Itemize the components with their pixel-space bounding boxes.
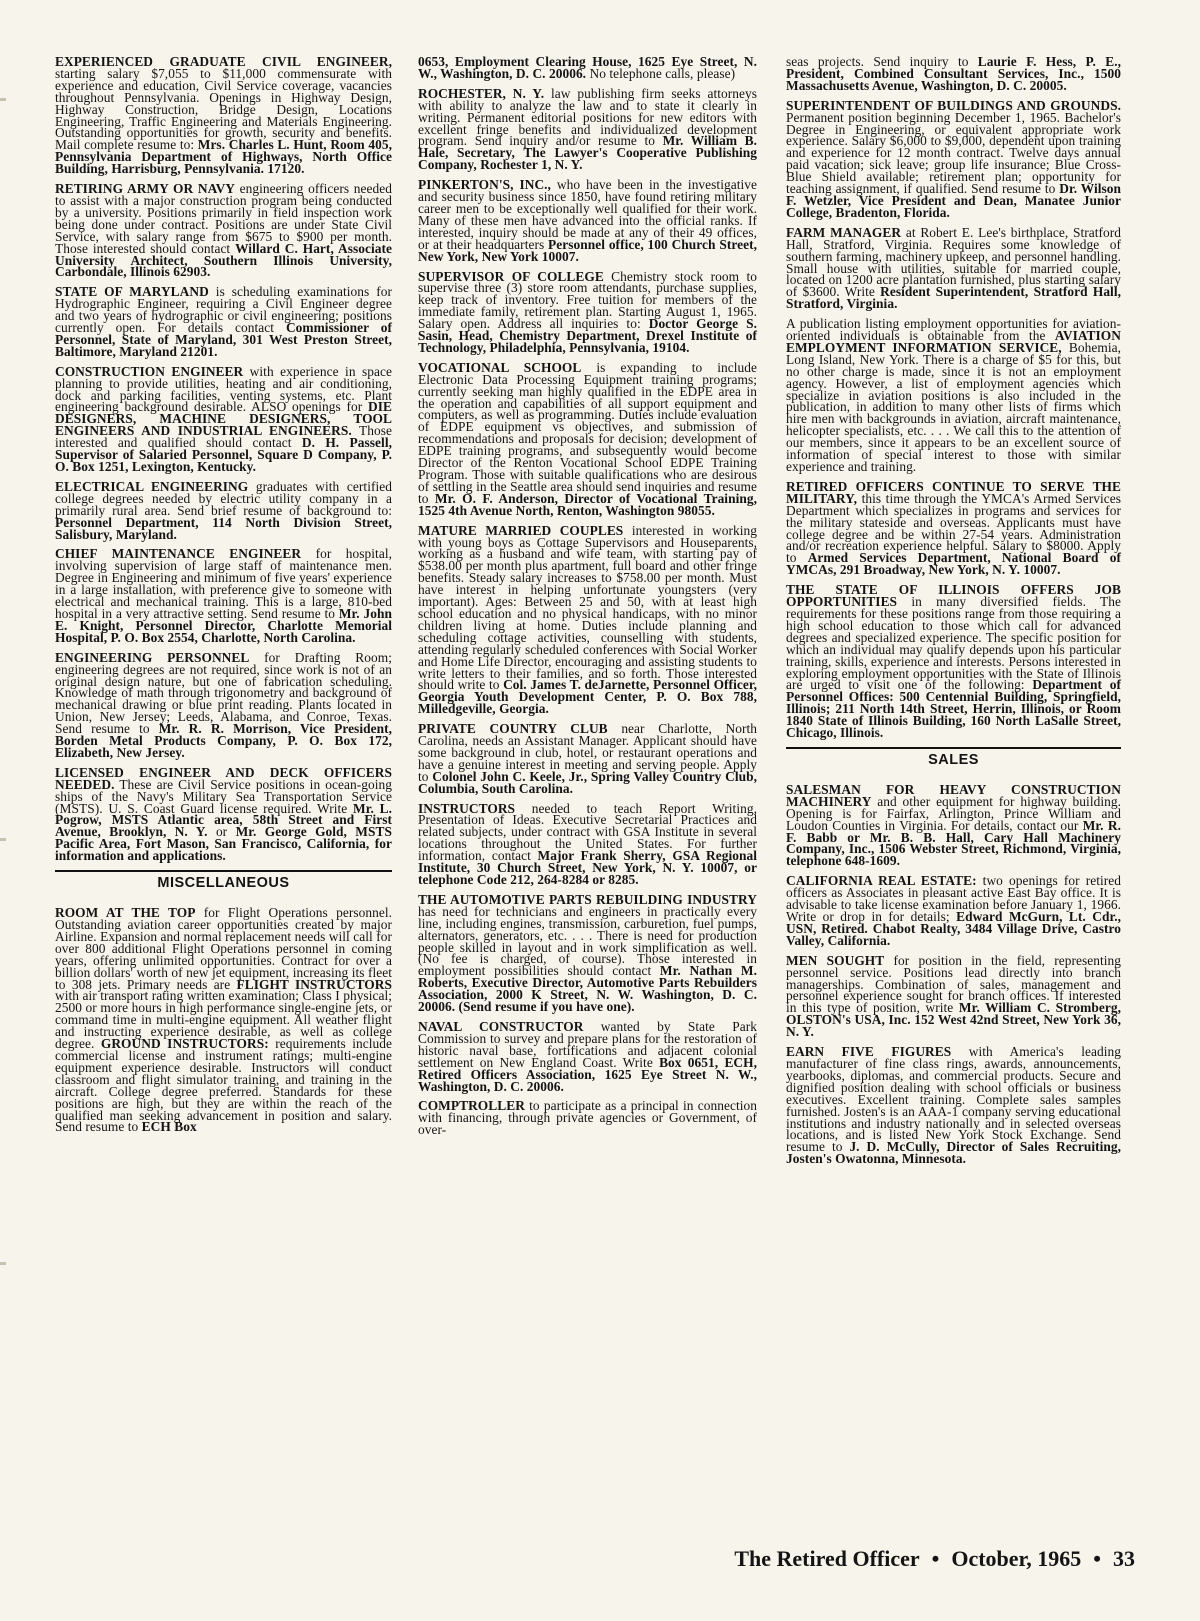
ad-text: Those interested and qualified should contact — [55, 423, 392, 451]
page-edge-mark — [0, 98, 6, 101]
ad-bold-text: DIE DESIGNERS, MACHINE DESIGNERS, TOOL ENGINEERS AND INDUSTRIAL ENGINEERS. — [55, 399, 392, 439]
classified-ad — [55, 478, 392, 542]
ad-text: Permanent position beginning December 1, 1965. Bachelor's Degree in Engineering, or equivalent appropriate work experience. Salary $6,000 to $9,000, dependent upon training and experience for 12 month contract. Twelve days annual paid vacation; sick leave; group life insurance; Blue Cross-Blue Shield available; retirement plan; opportunity for teaching assignment, if qualified. Send resume to — [786, 109, 1121, 197]
column-1 — [55, 56, 392, 1141]
classified-ad — [418, 522, 757, 717]
ad-text: needed to teach Report Writing, Presentation of Ideas. Executive Secretarial Practices and related subjects, under contract with GSA Institute in several locations throughout the United States. For further information, contact — [418, 800, 757, 864]
classified-ad — [418, 891, 757, 1015]
classified-ad — [786, 56, 1121, 92]
ad-bold-text: MEN SOUGHT — [786, 952, 885, 968]
ad-text: for Flight Operations personnel. Outstanding aviation career opportunities created by major Airline. Expansion and normal replacement needs will call for over 800 additional Flight Operations personnel in coming years, offering unlimited opportunities. Contract for over a billion dollars' worth of new jet equipment, increasing its fleet to 308 jets. Primary needs are — [55, 905, 392, 992]
ad-bold-text: Personnel office, 100 Church Street, New York, New York 10007. — [418, 236, 757, 264]
ad-text: law publishing firm seeks attorneys with ability to analyze the law and to state it clearly in writing. Permanent editorial positions for new editors with excellent fringe benefits and individualized development program. Send inquiry and/or resume to — [418, 85, 757, 149]
ad-bold-text: VOCATIONAL SCHOOL — [418, 359, 582, 375]
classified-ad — [786, 781, 1121, 869]
ad-bold-text: MATURE MARRIED COUPLES — [418, 522, 624, 538]
ad-bold-text: THE AUTOMOTIVE PARTS REBUILDING INDUSTRY — [418, 891, 757, 907]
ad-bold-text: Resident Superintendent, Stratford Hall, Stratford, Virginia. — [786, 284, 1121, 312]
ad-bold-text: Mrs. Charles L. Hunt, Room 405, Pennsylvania Department of Highways, North Office Building, Harrisburg, Pennsylvania. 17120. — [55, 137, 393, 177]
ad-bold-text: Mr. William B. Hale, Secretary, The Lawyer's Cooperative Publishing Company, Rochester 1, N. Y. — [418, 133, 757, 173]
bullet-separator: • — [1093, 1546, 1101, 1571]
column-2 — [418, 56, 757, 1144]
ad-bold-text: Mr. John E. Knight, Personnel Director, Charlotte Memorial Hospital, P. O. Box 2554, Charlotte, North Carolina. — [55, 605, 392, 645]
ad-bold-text: ELECTRICAL ENGINEERING — [55, 478, 249, 494]
ad-bold-text: Col. James T. deJarnette, Personnel Officer, Georgia Youth Development Center, P. O. Box 788, Milledgeville, Georgia. — [418, 677, 757, 717]
classified-ad — [55, 286, 392, 357]
ad-text: Bohemia, Long Island, New York. There is a charge of $5 for this, but no other charge is made, since it is not an employment agency. However, a list of employment agencies which specialize in aviation positions is also included in the publication, in addition to many other lists of firms which hire men with backgrounds in aviation, aircraft maintenance, helicopter specialists, etc. . . . We call this to the attention of our members, since it appears to be an excellent source of information of special interest to those with similar experience and training. — [786, 339, 1121, 474]
ad-bold-text: D. H. Passell, Supervisor of Salaried Personnel, Square D Company, P. O. Box 1251, Lexington, Kentucky. — [55, 435, 392, 474]
section-header — [786, 747, 1121, 772]
page-edge-mark — [0, 838, 6, 841]
page-footer — [630, 1546, 1135, 1576]
ad-text: two openings for retired officers as Associates in pleasant active East Bay office. It is advisable to take license examination before January 1, 1966. Write or drop in for details; — [786, 873, 1121, 924]
classified-ad — [786, 875, 1121, 946]
ad-bold-text: LICENSED ENGINEER AND DECK OFFICERS NEEDED. — [55, 764, 392, 792]
classified-ad — [786, 318, 1121, 473]
ad-bold-text: Department of Personnel Offices: 500 Centennial Building, Springfield, Illinois; 211 North 14th Street, Herrin, Illinois, or Room 1840 State of Illinois Building, 160 North LaSalle Street, Chicago, Illinois. — [786, 677, 1121, 741]
ad-bold-text: RETIRING ARMY OR NAVY — [55, 181, 236, 197]
ad-text: is scheduling examinations for Hydrographic Engineer, requiring a Civil Engineer degree and two years of hydrographic or civil engineering; positions currently open. For details contact — [55, 284, 392, 336]
ad-bold-text: EARN FIVE FIGURES — [786, 1044, 952, 1060]
ad-bold-text: Laurie F. Hess, P. E., President, Combined Consultant Services, Inc., 1500 Massachusetts Avenue, Washington, D. C. 20005. — [786, 54, 1121, 93]
ad-bold-text: CHIEF MAINTENANCE ENGINEER — [55, 546, 302, 562]
ad-text: to participate as a principal in connection with financing, through private agencies or Government, of over- — [418, 1098, 757, 1138]
ad-text: with America's leading manufacturer of fine class rings, awards, announcements, yearbooks, diplomas, and commercial products. Secure and dignified position dealing with school officials or business executives. Excellent training. Complete sales samples furnished. Josten's is an AAA-1 company serving educational institutions and industry nationally and in selected overseas locations, and is listed New York Stock Exchange. Send resume to — [786, 1044, 1121, 1155]
ad-bold-text: STATE OF MARYLAND — [55, 284, 209, 300]
ad-bold-text: PINKERTON'S, INC., — [418, 177, 551, 193]
classified-ad — [418, 179, 757, 262]
ad-bold-text: Armed Services Department, National Board of YMCAs, 291 Broadway, New York, N. Y. 10007. — [786, 550, 1121, 578]
ad-bold-text: Box 0651, ECH, Retired Officers Association, 1625 Eye Street N. W., Washington, D. C. 20006. — [418, 1054, 758, 1094]
ad-bold-text: Mr. O. F. Anderson, Director of Vocational Training, 1525 4th Avenue North, Renton, Washington 98055. — [418, 490, 757, 518]
ad-bold-text: ROCHESTER, N. Y. — [418, 85, 545, 101]
ad-bold-text: Commissioner of Personnel, State of Maryland, 301 West Preston Street, Baltimore, Maryland 21201. — [55, 320, 393, 359]
ad-text: engineering officers needed to assist with a major construction program being conducted by a university. Positions primarily in field inspection work being done under contract. Positions are under State Civil Service, with salary range from $675 to $900 per month. Those interested should contact — [55, 181, 392, 256]
ad-text: this time through the YMCA's Armed Services Department which specializes in programs and services for the military stateside and overseas. Applicants must have college degree and be within 27-54 years. Administration and/or recreation experience helpful. Salary to $8000. Apply to — [786, 490, 1121, 566]
section-header — [55, 870, 392, 895]
ad-text: or — [207, 824, 236, 840]
ad-text: starting salary $7,055 to $11,000 commensurate with experience and education, Civil Service coverage, vacancies throughout Pennsylvania. Openings in Highway Design, Highway Construction, Bridge Design, Locations Engineering, Traffic Engineering and Materials Engineering. Outstanding opportunities for growth, security and benefits. Mail complete resume to: — [55, 65, 392, 153]
ad-text: A publication listing employment opportunities for aviation-oriented individuals is obtainable from the — [786, 316, 1121, 344]
classified-ad — [55, 363, 392, 474]
ad-text: who have been in the investigative and security business since 1850, have found retiring military career men to be exceptionally well qualified for their work. Many of these men have advanced into the official ranks. If interested, inquiry should be made at any of their 49 offices, or at their headquarters — [418, 177, 757, 252]
ad-bold-text: Mr. George Gold, MSTS Pacific Area, Fort Mason, San Francisco, California, for information and applications. — [55, 824, 392, 864]
column-3 — [786, 56, 1121, 1173]
ad-bold-text: Mr. Nathan M. Roberts, Executive Director, Automotive Parts Rebuilders Association, 2000 K Street, N. W. Washington, D. C. 20006. (Send resume if you have one). — [418, 963, 757, 1015]
ad-text: wanted by State Park Commission to survey and prepare plans for the restoration of historic naval base, fortifications and adjacent colonial settlement on New England Coast. Write — [418, 1018, 757, 1070]
ad-text: has need for technicians and engineers in practically every line, including engines, transmission, carburetion, fuel pumps, alternators, generators, etc. . . . There is need for production people skilled in layout and in work simplification as well. (No fee is charged, of course). Those interested in employment possibilities should contact — [418, 903, 757, 979]
ad-bold-text: Major Frank Sherry, GSA Regional Institute, 30 Church Street, New York, N. Y. 10007, or telephone Code 212, 264-8284 or 8285. — [418, 848, 757, 887]
ad-bold-text: SUPERVISOR OF COLLEGE — [418, 268, 604, 284]
classified-ad — [786, 97, 1122, 220]
ad-text: and other equipment for highway building. Opening is for Fairfax, Arlington, Prince William and Loudon Counties in Virginia. For details, contact our — [786, 793, 1121, 833]
classified-ad — [55, 764, 392, 864]
classified-ad — [418, 800, 757, 887]
classified-ad — [55, 907, 392, 1133]
ad-bold-text: SUPERINTENDENT OF BUILDINGS AND GROUNDS. — [786, 97, 1121, 113]
ad-text: No telephone calls, please) — [586, 65, 736, 81]
ad-bold-text: NAVAL CONSTRUCTOR — [418, 1018, 584, 1034]
classified-ad — [418, 723, 757, 794]
classified-ad — [786, 1046, 1121, 1165]
ad-bold-text: GROUND INSTRUCTORS: — [100, 1036, 269, 1052]
ad-text: These are Civil Service positions in ocean-going ships of the Navy's Military Sea Transportation Service (MSTS). U. S. Coast Guard license required. Write — [55, 776, 392, 816]
ad-bold-text: Mr. R. F. Babb or Mr. B. B. Hall, Cary Hall Machinery Company, Inc., 1506 Webster Street, Richmond, Virginia, telephone 648-1609. — [786, 817, 1121, 869]
classified-ad — [55, 56, 392, 175]
ad-bold-text: FARM MANAGER — [786, 224, 902, 240]
ad-bold-text: Colonel John C. Keele, Jr., Spring Valley Country Club, Columbia, South Carolina. — [418, 768, 757, 796]
ad-bold-text: ROOM AT THE TOP — [55, 905, 196, 921]
ad-text: Chemistry stock room to supervise three (3) store room attendants, purchase supplies, keep track of inventory. Free tuition for members of the immediate family, retirement plan. Starting August 1, 1965. Salary open. Address all inquiries to: — [418, 268, 757, 332]
issue-date: October, 1965 — [951, 1546, 1082, 1571]
ad-bold-text: RETIRED OFFICERS CONTINUE TO SERVE THE MILITARY, — [786, 478, 1121, 506]
classified-ad — [418, 268, 757, 355]
classified-ad — [786, 584, 1121, 739]
ad-bold-text: THE STATE OF ILLINOIS OFFERS JOB OPPORTUNITIES — [786, 582, 1121, 610]
ad-bold-text: INSTRUCTORS — [418, 800, 516, 816]
ad-text: requirements include commercial license and instrument ratings; multi-engine equipment experience desirable. Instructors will conduct classroom and flight simulator training, and training in the aircraft. College degree preferred. Standards for these positions are high, but they are within the reach of the qualified man seeking advancement in position and salary. Send resume to — [55, 1036, 393, 1135]
ad-bold-text: Edward McGurn, Lt. Cdr., USN, Retired. Chabot Realty, 3484 Village Drive, Castro Valley, California. — [786, 909, 1121, 948]
ad-text: seas projects. Send inquiry to — [786, 54, 978, 69]
classified-ad — [786, 478, 1121, 578]
publication-name: The Retired Officer — [734, 1546, 920, 1571]
ad-bold-text: COMPTROLLER — [418, 1098, 525, 1114]
ad-bold-text: CALIFORNIA REAL ESTATE: — [786, 873, 977, 889]
ad-bold-text: Doctor George S. Sasin, Head, Chemistry Department, Drexel Institute of Technology, Philadelphia, Pennsylvania, 19104. — [418, 316, 757, 355]
classified-ad — [55, 548, 392, 643]
ad-bold-text: J. D. McCully, Director of Sales Recruiting, Josten's Owatonna, Minnesota. — [786, 1139, 1122, 1167]
ad-text: for position in the field, representing personnel service. Positions lead directly into branch managerships. Combination of sales, management and personnel experience sought for branch offices. If interested in this type of position, write — [786, 952, 1121, 1016]
classified-ad — [418, 1018, 758, 1094]
ad-text: with experience in space planning to provide utilities, heating and air conditioning, dock and parking facilities, venting systems, etc. Plant engineering background desirable. ALSO openings for — [55, 363, 392, 415]
classified-ad — [418, 85, 757, 173]
ad-bold-text: PRIVATE COUNTRY CLUB — [418, 721, 608, 737]
ad-text: for Drafting Room; engineering degrees are not required, since work is not of an original design nature, but one of fabrication scheduling. Knowledge of math through trigonometry and background of mechanical drawing or blue print reading. Plants located in Union, New Jersey; Leeds, Alabama, and Conroe, Texas. Send resume to — [55, 649, 392, 737]
classified-ad — [55, 649, 392, 760]
classified-ad — [55, 183, 392, 278]
classified-ad — [786, 952, 1122, 1040]
ad-bold-text: FLIGHT INSTRUCTORS — [236, 976, 392, 992]
ad-bold-text: Willard C. Hart, Associate University Architect, Southern Illinois University, Carbondale, Illinois 62903. — [55, 240, 392, 280]
page-edge-mark — [0, 1262, 6, 1265]
ad-bold-text: Mr. L. Pogrow, MSTS Atlantic area, 58th Street and First Avenue, Brooklyn, N. Y. — [55, 800, 392, 840]
ad-text: graduates with certified college degrees needed by electric utility company in a primarily rural area. Send brief resume of background to: — [55, 478, 392, 518]
section-title: SALES — [928, 751, 979, 768]
ad-text: with air transport rating written examination; Class I physical; 2500 or more hours in high performance single-engine jets, or command time in multi-engine equipment. All weather flight and instructing experience desirable, as well as college degree. — [55, 988, 392, 1052]
ad-text: at Robert E. Lee's birthplace, Stratford Hall, Stratford, Virginia. Requires some knowledge of southern farming, machinery upkeep, and personnel handling. Small house with utilities, suitable for married couple, located on 1200 acre plantation furnished, plus starting salary of $3600. Write — [786, 224, 1122, 300]
ad-bold-text: ENGINEERING PERSONNEL — [55, 649, 250, 665]
classified-ad — [418, 1100, 757, 1136]
ad-bold-text: AVIATION EMPLOYMENT INFORMATION SERVICE, — [786, 328, 1121, 355]
section-title: MISCELLANEOUS — [157, 875, 290, 892]
ad-text: interested in working with young boys as Cottage Supervisors and Houseparents, working as a husband and wife team, with starting pay of $538.00 per month plus apartment, full board and other fringe benefits. Steady salary increases to $758.00 per month. Must have interest in helping unfortunate youngsters (very important). Ages: Between 25 and 50, with at least high school education and no physical handicaps, with no minor children living at home. Duties include planning and scheduling cottage activities, counselling with students, attending regularly scheduled conferences with Social Worker and Home Life Director, encouraging and assisting students to write letters to their families, and so forth. Those interested should write to — [418, 522, 757, 693]
ad-text: for hospital, involving supervision of large staff of maintenance men. Degree in Engineering and minimum of five years' experience in a large installation, with preference give to someone with electrical and mechanical training. This is a large, 810-bed hospital in a very attractive setting. Send resume to — [55, 546, 392, 621]
ad-text: is expanding to include Electronic Data Processing Equipment training programs; currently seeking man highly qualified in the EDPE area in the operation and capabilities of all support equipment and computers, as well as programming. Duties include evaluation of EDPE equipment vs objectives, and submission of recommendations and proposals for decision; development of EDPE training programs, and subsequently would become Director of the Renton Vocational School EDPE Training Program. Those with suitable qualifications who are desirous of settling in the Seattle area should send inquiries and resume to — [418, 359, 757, 506]
ad-bold-text: SALESMAN FOR HEAVY CONSTRUCTION MACHINERY — [786, 781, 1121, 809]
classified-ad — [418, 56, 757, 80]
ad-bold-text: Dr. Wilson F. Wetzler, Vice President and Dean, Manatee Junior College, Bradenton, Florida. — [786, 181, 1122, 220]
ad-text: near Charlotte, North Carolina, needs an Assistant Manager. Applicant should have some background in club, hotel, or restaurant operations and have a genuine interest in meeting and serving people. Apply to — [418, 721, 758, 784]
ad-bold-text: Mr. William C. Stromberg, OLSTON's USA, Inc. 152 West 42nd Street, New York 36, N. Y. — [786, 1000, 1122, 1040]
classified-ad — [786, 224, 1122, 312]
ad-bold-text: CONSTRUCTION ENGINEER — [55, 363, 244, 379]
page-number: 33 — [1113, 1546, 1135, 1571]
ad-bold-text: Mr. R. R. Morrison, Vice President, Borden Metal Products Company, P. O. Box 172, Elizabeth, New Jersey. — [55, 721, 392, 760]
ad-bold-text: EXPERIENCED GRADUATE CIVIL ENGINEER, — [55, 54, 392, 69]
classified-ad — [418, 359, 757, 518]
ad-bold-text: Personnel Department, 114 North Division Street, Salisbury, Maryland. — [55, 514, 392, 542]
bullet-separator: • — [931, 1546, 940, 1571]
ad-bold-text: 0653, Employment Clearing House, 1625 Eye Street, N. W., Washington, D. C. 20006. — [418, 54, 757, 81]
ad-bold-text: ECH Box — [141, 1119, 197, 1135]
ad-text: in many diversified fields. The requirements for these positions range from those requiring a high school education to those which call for advanced degrees and specialized experience. The specific position for which an individual may qualify depends upon his particular training, skills, experience and interests. Persons interested in exploring employment opportunities with the State of Illinois are urged to visit one of the following: — [786, 594, 1121, 693]
